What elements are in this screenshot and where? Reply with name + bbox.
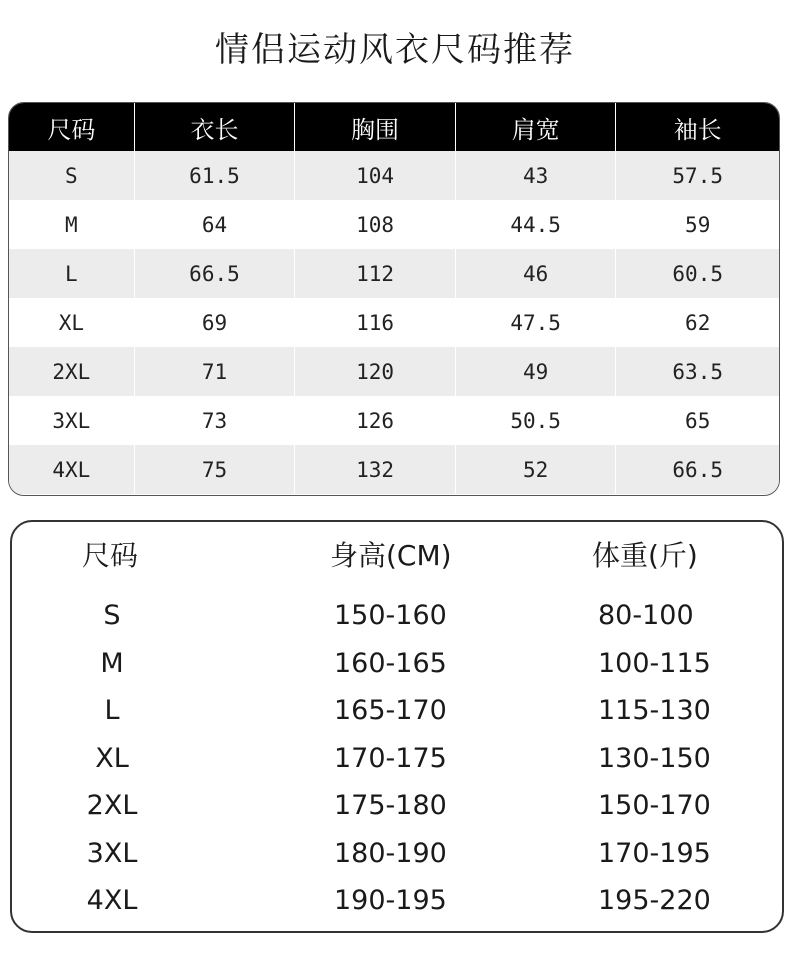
table-row (12, 691, 782, 739)
table-row (12, 834, 782, 882)
cell-length: 66.5 (135, 249, 296, 298)
cell-sleeve: 66.5 (616, 445, 779, 494)
cell-weight: 130-150 (598, 742, 711, 774)
cell-weight: 100-115 (598, 647, 711, 679)
table-row (12, 596, 782, 644)
cell-chest: 132 (295, 445, 456, 494)
cell-length: 71 (135, 347, 296, 396)
cell-length: 73 (135, 396, 296, 445)
cell-shoulder: 49 (456, 347, 617, 396)
cell-sleeve: 62 (616, 298, 779, 347)
cell-size: 3XL (86, 837, 138, 869)
table-row (9, 200, 779, 249)
cell-sleeve: 60.5 (616, 249, 779, 298)
cell-height: 165-170 (334, 695, 447, 726)
cell-size: 3XL (9, 396, 135, 445)
cell-chest: 120 (295, 347, 456, 396)
cell-height: 150-160 (334, 600, 447, 631)
cell-chest: 116 (295, 298, 456, 347)
cell-chest: 112 (295, 249, 456, 298)
cell-shoulder: 44.5 (456, 200, 617, 249)
cell-length: 61.5 (135, 151, 296, 200)
cell-sleeve: 59 (616, 200, 779, 249)
cell-size: 4XL (9, 445, 135, 494)
cell-size: M (9, 200, 135, 249)
cell-sleeve: 57.5 (616, 151, 779, 200)
cell-sleeve: 65 (616, 396, 779, 445)
cell-size: XL (95, 742, 129, 774)
table-row (9, 151, 779, 200)
cell-size: M (100, 647, 124, 679)
cell-height: 175-180 (334, 790, 447, 821)
header-length: 衣长 (135, 103, 296, 151)
cell-chest: 126 (295, 396, 456, 445)
rec-table-body (12, 596, 782, 929)
header-size: 尺码 (82, 539, 139, 572)
table-row (9, 249, 779, 298)
table-row (9, 445, 779, 494)
cell-length: 64 (135, 200, 296, 249)
cell-size: 2XL (86, 790, 138, 821)
header-weight: 体重(斤) (592, 539, 698, 572)
cell-size: L (104, 695, 120, 726)
header-shoulder: 肩宽 (456, 103, 617, 151)
cell-size: L (9, 249, 135, 298)
table-row (12, 739, 782, 787)
page-title: 情侣运动风衣尺码推荐 (215, 30, 575, 70)
rec-table-header-row (12, 536, 782, 576)
table-row (12, 786, 782, 834)
garment-size-table (8, 102, 780, 496)
cell-height: 170-175 (334, 742, 447, 774)
cell-weight: 115-130 (598, 695, 711, 726)
header-height: 身高(CM) (330, 539, 452, 572)
cell-shoulder: 46 (456, 249, 617, 298)
cell-size: 4XL (86, 885, 138, 916)
cell-shoulder: 50.5 (456, 396, 617, 445)
table-row (9, 298, 779, 347)
cell-weight: 150-170 (598, 790, 711, 821)
cell-size: XL (9, 298, 135, 347)
cell-weight: 170-195 (598, 837, 711, 869)
cell-height: 160-165 (334, 647, 447, 679)
header-size: 尺码 (9, 103, 135, 151)
size-table-header-row (9, 103, 779, 151)
cell-shoulder: 47.5 (456, 298, 617, 347)
table-row (9, 347, 779, 396)
cell-weight: 195-220 (598, 885, 711, 916)
table-row (12, 881, 782, 929)
header-chest: 胸围 (295, 103, 456, 151)
cell-chest: 108 (295, 200, 456, 249)
cell-length: 69 (135, 298, 296, 347)
table-row (9, 396, 779, 445)
cell-height: 180-190 (334, 837, 447, 869)
height-weight-table (10, 520, 784, 933)
cell-length: 75 (135, 445, 296, 494)
header-sleeve: 袖长 (673, 115, 722, 144)
cell-size: 2XL (9, 347, 135, 396)
cell-height: 190-195 (334, 885, 447, 916)
table-row (12, 644, 782, 692)
cell-shoulder: 52 (456, 445, 617, 494)
cell-size: S (9, 151, 135, 200)
cell-shoulder: 43 (456, 151, 617, 200)
cell-chest: 104 (295, 151, 456, 200)
cell-weight: 80-100 (598, 600, 694, 631)
cell-sleeve: 63.5 (616, 347, 779, 396)
cell-size: S (103, 600, 121, 631)
